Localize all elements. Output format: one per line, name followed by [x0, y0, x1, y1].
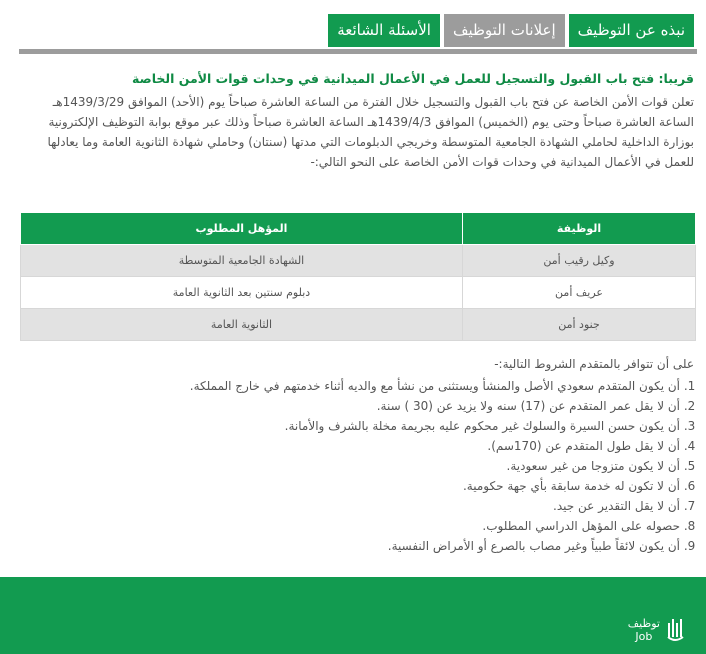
announcement-title: قريبا: فتح باب القبول والتسجيل للعمل في الأعمال الميدانية في وحدات قوات الأمن الخاصة	[132, 71, 694, 86]
tab-employment-announcements[interactable]: إعلانات التوظيف	[444, 14, 565, 47]
job-cell: جنود أمن	[463, 309, 696, 341]
announcement	[20, 70, 694, 172]
logo-text	[628, 617, 660, 643]
jobs-table	[20, 212, 696, 341]
qualification-cell: دبلوم سنتين بعد الثانوية العامة	[21, 277, 463, 309]
table-row	[21, 277, 696, 309]
conditions	[20, 355, 694, 556]
header-qualification: المؤهل المطلوب	[21, 213, 463, 245]
logo-text-arabic: توظيف	[627, 617, 660, 630]
table-row	[21, 309, 696, 341]
condition-item: 6. أن لا تكون له خدمة سابقة بأي جهة حكومية.	[20, 476, 680, 496]
condition-item: 4. أن لا يقل طول المتقدم عن (170سم).	[20, 436, 680, 456]
condition-item: 1. أن يكون المتقدم سعودي الأصل والمنشأ ويستثنى من نشأ مع والديه أثناء خدمتهم في خارج المملكة.	[20, 376, 680, 396]
table-header-row	[21, 213, 696, 245]
tawzeef-logo-icon	[666, 617, 686, 643]
condition-item: 2. أن لا يقل عمر المتقدم عن (17) سنه ولا يزيد عن (30 ) سنة.	[20, 396, 680, 416]
condition-item: 5. أن لا يكون متزوجا من غير سعودية.	[20, 456, 680, 476]
tawzeef-logo[interactable]	[628, 617, 686, 643]
tab-bar	[324, 14, 694, 47]
job-cell: وكيل رقيب أمن	[463, 245, 696, 277]
header-job: الوظيفة	[463, 213, 696, 245]
condition-item: 8. حصوله على المؤهل الدراسي المطلوب.	[20, 516, 680, 536]
announcement-body: تعلن قوات الأمن الخاصة عن فتح باب القبول والتسجيل خلال الفترة من الساعة العاشرة صباحاً يوم (الأحد) الموافق 1439/3/29هـ الساعة العاشرة صباحاً وحتى يوم (الخميس) الموافق 1439/4/3هـ الساعة العاشرة صباحاً وذلك عبر موقع بوابة التوظيف الإلكترونية بوزارة الداخلية لحاملي الشهادة الجامعية المتوسطة وخريجي الدبلومات التي مدتها (سنتان) وحاملي شهادة الثانوية العامة وما يعادلها للعمل في الأعمال الميدانية في وحدات قوات الأمن الخاصة على النحو التالي:-	[47, 95, 694, 169]
condition-item: 9. أن يكون لائقاً طبياً وغير مصاب بالصرع أو الأمراض النفسية.	[20, 536, 680, 556]
condition-item: 3. أن يكون حسن السيرة والسلوك غير محكوم عليه بجريمة مخلة بالشرف والأمانة.	[20, 416, 680, 436]
qualification-cell: الثانوية العامة	[21, 309, 463, 341]
job-cell: عريف أمن	[463, 277, 696, 309]
logo-text-english: Job	[635, 630, 653, 643]
conditions-intro: على أن تتوافر بالمتقدم الشروط التالية:-	[494, 357, 694, 371]
tab-faq[interactable]: الأسئلة الشائعة	[328, 14, 440, 47]
footer	[0, 577, 706, 654]
conditions-list	[20, 376, 694, 556]
condition-item: 7. أن لا يقل التقدير عن جيد.	[20, 496, 680, 516]
qualification-cell: الشهادة الجامعية المتوسطة	[21, 245, 463, 277]
tab-about-employment[interactable]: نبذه عن التوظيف	[569, 14, 694, 47]
table-row	[21, 245, 696, 277]
tab-underline	[19, 49, 697, 54]
